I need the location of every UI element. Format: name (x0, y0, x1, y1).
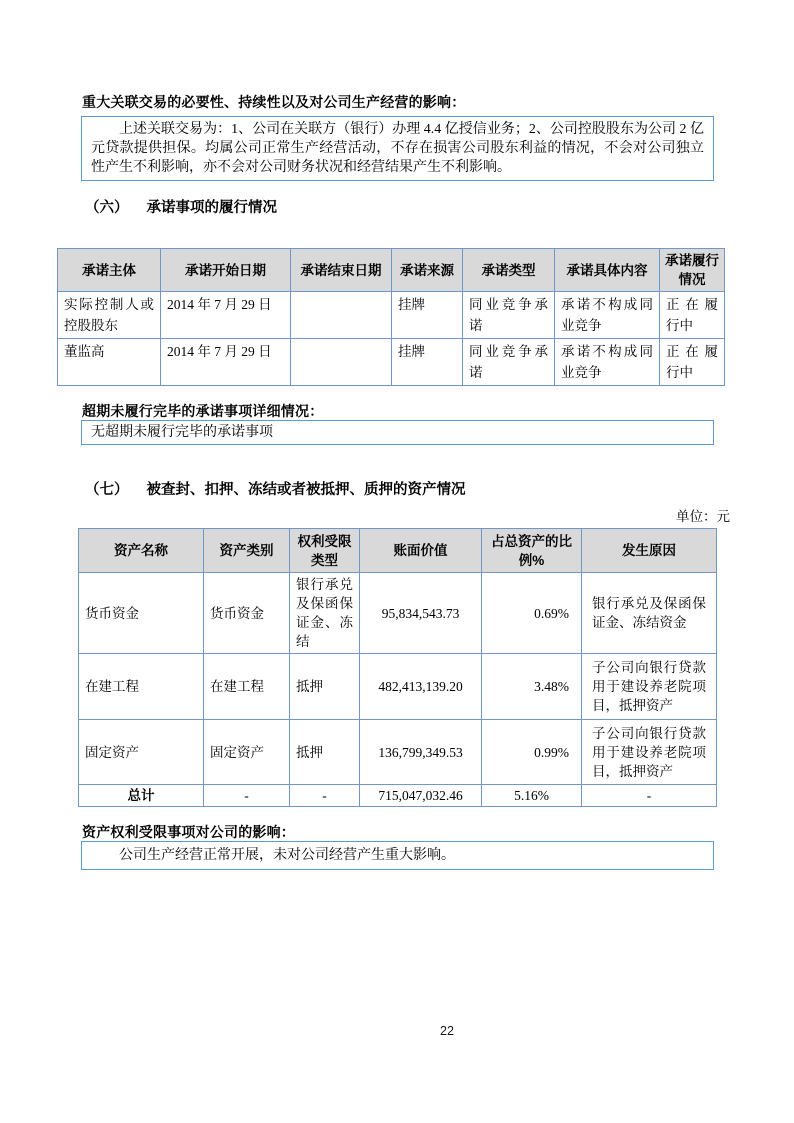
table-cell: 银行承兑及保函保证金、冻结资金 (582, 573, 717, 654)
column-header: 承诺类型 (463, 249, 555, 292)
table-cell (291, 292, 392, 339)
related-transactions-text: 上述关联交易为：1、公司在关联方（银行）办理 4.4 亿授信业务；2、公司控股股东为公司 2 亿元贷款提供担保。均属公司正常生产经营活动，不存在损害公司股东利益的情况，不会对公司独立性产生不利影响，亦不会对公司财务状况和经营结果产生不利影响。 (91, 122, 704, 175)
table-cell: 在建工程 (204, 654, 290, 720)
section-7-title: 被查封、扣押、冻结或者被抵押、质押的资产情况 (146, 482, 466, 498)
column-header: 发生原因 (582, 529, 717, 573)
restricted-assets-table (78, 528, 717, 807)
table-cell: 货币资金 (79, 573, 204, 654)
section-7-heading (85, 478, 466, 499)
impact-box (81, 841, 714, 870)
column-header: 资产名称 (79, 529, 204, 573)
impact-heading: 资产权利受限事项对公司的影响： (82, 824, 295, 840)
table-cell: 482,413,139.20 (360, 654, 482, 720)
table-cell: 承诺不构成同业竞争 (555, 292, 660, 339)
table-cell: 正在履行中 (660, 339, 725, 386)
total-label: 总计 (79, 785, 204, 807)
table-cell: 0.99% (482, 720, 582, 785)
table-cell: 2014 年 7 月 29 日 (161, 292, 291, 339)
table-cell: 抵押 (290, 720, 360, 785)
table-cell: - (204, 785, 290, 807)
section-7-number: （七） (85, 482, 129, 498)
table-cell: 子公司向银行贷款用于建设养老院项目，抵押资产 (582, 654, 717, 720)
table-cell: 5.16% (482, 785, 582, 807)
table-cell: 董监高 (58, 339, 161, 386)
table-row (79, 573, 717, 654)
table-cell: 0.69% (482, 573, 582, 654)
table-row (79, 720, 717, 785)
assets-header-row (79, 529, 717, 573)
column-header: 承诺开始日期 (161, 249, 291, 292)
overdue-commitments-box: 无超期未履行完毕的承诺事项 (81, 420, 714, 445)
table-cell: 银行承兑及保函保证金、冻结 (290, 573, 360, 654)
table-cell: 实际控制人或控股股东 (58, 292, 161, 339)
table-row (58, 339, 725, 386)
page-number: 22 (440, 1024, 454, 1038)
table-cell: 货币资金 (204, 573, 290, 654)
table-cell: 子公司向银行贷款用于建设养老院项目，抵押资产 (582, 720, 717, 785)
overdue-commitments-heading: 超期未履行完毕的承诺事项详细情况： (82, 403, 324, 419)
table-cell: 715,047,032.46 (360, 785, 482, 807)
section-6-title: 承诺事项的履行情况 (146, 200, 277, 216)
table-cell: 抵押 (290, 654, 360, 720)
table-cell: 固定资产 (79, 720, 204, 785)
table-cell: 固定资产 (204, 720, 290, 785)
table-cell: - (290, 785, 360, 807)
table-row (58, 292, 725, 339)
column-header: 承诺主体 (58, 249, 161, 292)
column-header: 权利受限类型 (290, 529, 360, 573)
section-6-heading (85, 196, 277, 217)
column-header: 账面价值 (360, 529, 482, 573)
column-header: 承诺履行情况 (660, 249, 725, 292)
table-cell: 挂牌 (392, 292, 463, 339)
column-header: 承诺结束日期 (291, 249, 392, 292)
column-header: 占总资产的比例% (482, 529, 582, 573)
related-transactions-heading: 重大关联交易的必要性、持续性以及对公司生产经营的影响： (82, 94, 466, 110)
total-row (79, 785, 717, 807)
column-header: 承诺具体内容 (555, 249, 660, 292)
table-cell: 2014 年 7 月 29 日 (161, 339, 291, 386)
table-cell: 承诺不构成同业竞争 (555, 339, 660, 386)
table-cell: 挂牌 (392, 339, 463, 386)
table-cell (291, 339, 392, 386)
table-cell: 同业竞争承诺 (463, 292, 555, 339)
table-cell: 正在履行中 (660, 292, 725, 339)
table-row (79, 654, 717, 720)
table-cell: - (582, 785, 717, 807)
commitments-header-row (58, 249, 725, 292)
commitments-table (57, 248, 725, 386)
table-cell: 同业竞争承诺 (463, 339, 555, 386)
table-cell: 95,834,543.73 (360, 573, 482, 654)
table-cell: 136,799,349.53 (360, 720, 482, 785)
table-cell: 3.48% (482, 654, 582, 720)
column-header: 资产类别 (204, 529, 290, 573)
impact-text: 公司生产经营正常开展，未对公司经营产生重大影响。 (119, 848, 455, 863)
related-transactions-box (81, 116, 714, 181)
section-6-number: （六） (85, 200, 129, 216)
unit-label: 单位：元 (676, 509, 730, 524)
column-header: 承诺来源 (392, 249, 463, 292)
table-cell: 在建工程 (79, 654, 204, 720)
